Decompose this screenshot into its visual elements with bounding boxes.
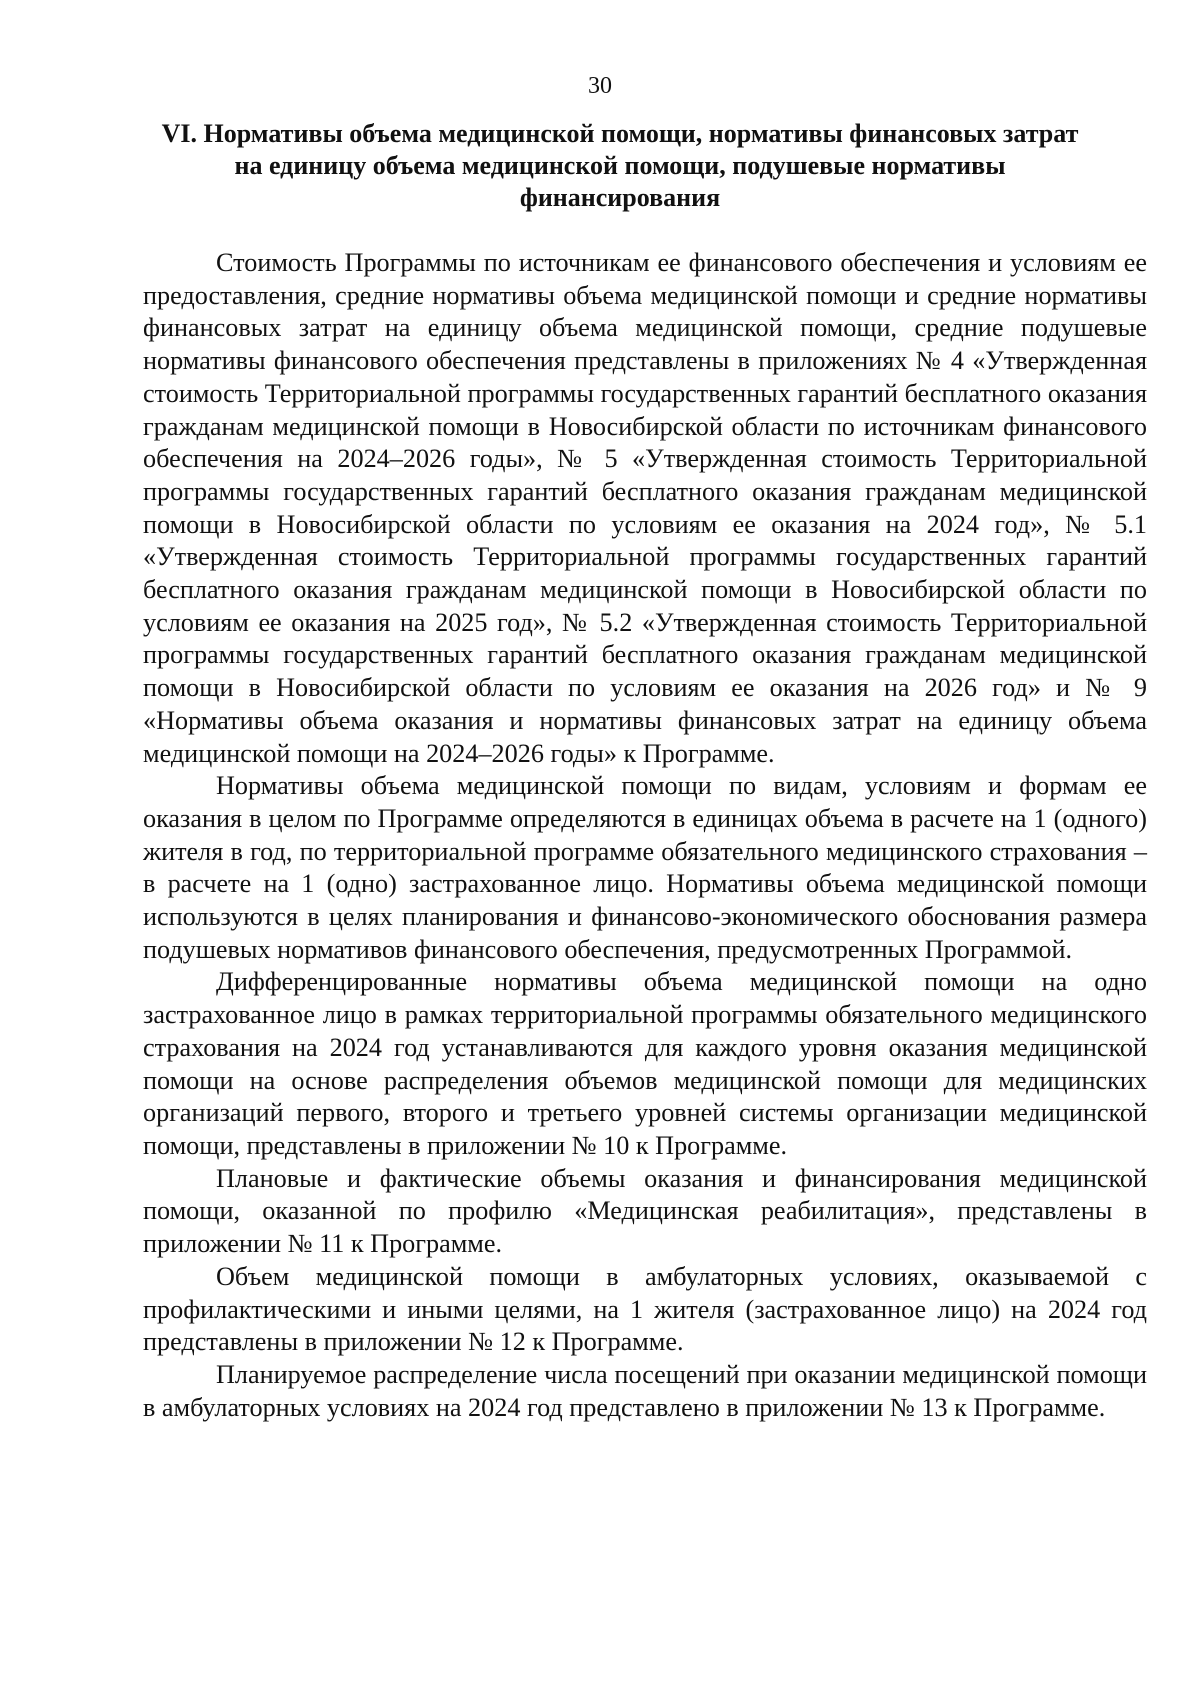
paragraph-program-cost: Стоимость Программы по источникам ее финансового обеспечения и условиям ее предоставления, средние нормативы объема медицинской помощи и средние нормативы финансовых затрат на единицу объема медицинской помощи, средние подушевые нормативы финансового обеспечения представлены в приложениях № 4 «Утвержденная стоимость Территориальной программы государственных гарантий бесплатного оказания гражданам медицинской помощи в Новосибирской области по источникам финансового обеспечения на 2024–2026 годы», № 5 «Утвержденная стоимость Территориальной программы государственных гарантий бесплатного оказания гражданам медицинской помощи в Новосибирской области по условиям ее оказания на 2024 год», № 5.1 «Утвержденная стоимость Территориальной программы государственных гарантий бесплатного оказания гражданам медицинской помощи в Новосибирской области по условиям ее оказания на 2025 год», № 5.2 «Утвержденная стоимость Территориальной программы государственных гарантий бесплатного оказания гражданам медицинской помощи в Новосибирской области по условиям ее оказания на 2026 год» и № 9 «Нормативы объема оказания и нормативы финансовых затрат на единицу объема медицинской помощи на 2024–2026 годы» к Программе. (143, 248, 1147, 768)
paragraph-visits-distribution: Планируемое распределение числа посещений при оказании медицинской помощи в амбулаторных условиях на 2024 год представлено в приложении № 13 к Программе. (143, 1359, 1147, 1422)
paragraph-differentiated-norms: Дифференцированные нормативы объема медицинской помощи на одно застрахованное лицо в рамках территориальной программы обязательного медицинского страхования на 2024 год устанавливаются для каждого уровня оказания медицинской помощи на основе распределения объемов медицинской помощи для медицинских организаций первого, второго и третьего уровней системы организации медицинской помощи, представлены в приложении № 10 к Программе. (143, 967, 1147, 1160)
section-heading: VI. Нормативы объема медицинской помощи, нормативы финансовых затрат на единицу объема медицинской помощи, подушевые нормативы финансирования (161, 119, 1079, 212)
paragraph-outpatient-volume: Объем медицинской помощи в амбулаторных условиях, оказываемой с профилактическими и иными целями, на 1 жителя (застрахованное лицо) на 2024 год представлены в приложении № 12 к Программе. (143, 1261, 1147, 1357)
paragraph-volume-norms: Нормативы объема медицинской помощи по видам, условиям и формам ее оказания в целом по Программе определяются в единицах объема в расчете на 1 (одного) жителя в год, по территориальной программе обязательного медицинского страхования – в расчете на 1 (одно) застрахованное лицо. Нормативы объема медицинской помощи используются в целях планирования и финансово-экономического обоснования размера подушевых нормативов финансового обеспечения, предусмотренных Программой. (143, 771, 1147, 964)
document-body (143, 247, 1147, 1424)
page-number: 30 (588, 73, 612, 99)
paragraph-rehabilitation: Плановые и фактические объемы оказания и финансирования медицинской помощи, оказанной по профилю «Медицинская реабилитация», представлены в приложении № 11 к Программе. (143, 1163, 1147, 1259)
